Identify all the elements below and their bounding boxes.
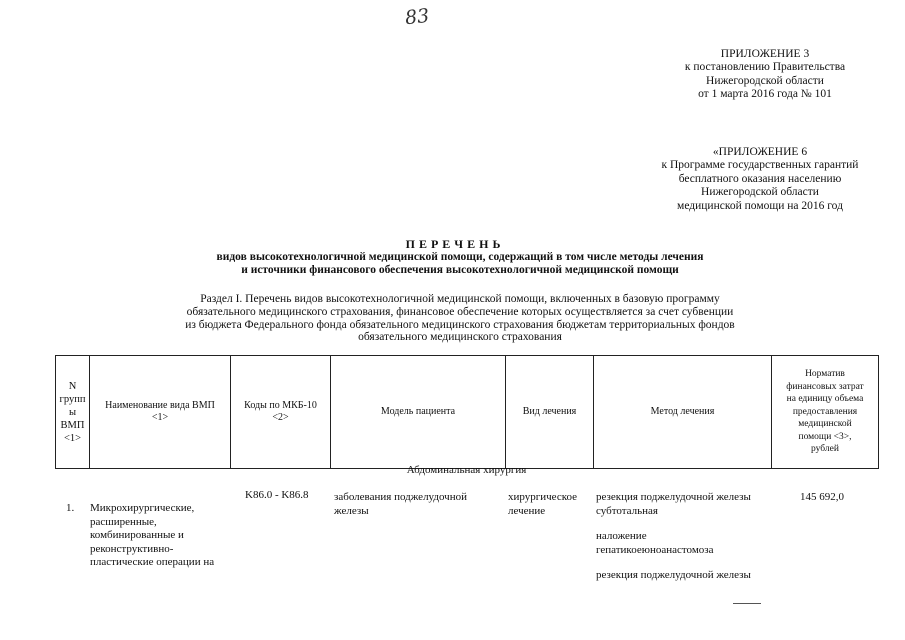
appendix-6-line: к Программе государственных гарантий — [661, 159, 859, 172]
row-cost: 145 692,0 — [800, 491, 844, 503]
section-line: обязательного медицинского страхования — [358, 331, 562, 344]
row-icd-codes: K86.0 - K86.8 — [245, 489, 309, 501]
col-header-cost-norm: Норматив финансовых затрат на единицу объема предоставления медицинской помощи <3>, рублей — [772, 356, 879, 469]
document-subtitle — [160, 251, 760, 276]
col-header-patient-model: Модель пациента — [331, 356, 506, 469]
section-heading — [120, 293, 800, 344]
appendix-6-line: медицинской помощи на 2016 год — [677, 199, 843, 212]
row-vmp-name: Микрохирургические, расширенные, комбинированные и реконструктивно- пластические операции на — [90, 502, 215, 569]
page-number: 83 — [403, 4, 431, 30]
appendix-3-line: от 1 марта 2016 года № 101 — [698, 88, 832, 101]
section-line: Раздел I. Перечень видов высокотехнологичной медицинской помощи, включенных в базовую программу — [200, 293, 720, 305]
row-number: 1. — [66, 502, 75, 514]
col-header-group-number: N групп ы ВМП <1> — [56, 356, 90, 469]
appendix-3-line: ПРИЛОЖЕНИЕ 3 — [720, 48, 810, 60]
table-header-row — [56, 356, 879, 469]
appendix-6-line: бесплатного оказания населению — [678, 172, 842, 185]
footnote-dash — [733, 603, 761, 604]
vmp-table — [55, 355, 879, 469]
row-treatment-type: хирургическое лечение — [508, 491, 578, 517]
col-header-treatment-type: Вид лечения — [506, 356, 594, 469]
subtitle-line: видов высокотехнологичной медицинской помощи, содержащий в том числе методы лечения — [216, 251, 704, 263]
col-header-icd-codes: Коды по МКБ-10 <2> — [231, 356, 331, 469]
appendix-6-line: Нижегородской области — [701, 186, 819, 199]
appendix-3-line: к постановлению Правительства — [684, 61, 846, 74]
appendix-3-heading — [640, 48, 890, 102]
section-line: из бюджета Федерального фонда обязательного медицинского страхования бюджетам территориальных фондов — [185, 318, 735, 331]
section-line: обязательного медицинского страхования, финансовое обеспечение которых осуществляется за счет субвенции — [186, 305, 734, 318]
document-title: ПЕРЕЧЕНЬ — [405, 237, 505, 251]
appendix-3-line: Нижегородской области — [706, 74, 824, 87]
appendix-6-line: «ПРИЛОЖЕНИЕ 6 — [712, 146, 808, 158]
row-method-2: наложение гепатикоеюноанастомоза — [596, 530, 714, 556]
appendix-6-heading — [625, 146, 895, 213]
col-header-vmp-name: Наименование вида ВМП <1> — [90, 356, 231, 469]
subtitle-line: и источники финансового обеспечения высокотехнологичной медицинской помощи — [241, 263, 679, 276]
row-method-1: резекция поджелудочной железы субтотальная — [596, 491, 751, 517]
group-heading: Абдоминальная хирургия — [406, 464, 527, 476]
row-method-3: резекция поджелудочной железы — [596, 569, 751, 581]
row-patient-model: заболевания поджелудочной железы — [334, 491, 467, 517]
col-header-treatment-method: Метод лечения — [594, 356, 772, 469]
